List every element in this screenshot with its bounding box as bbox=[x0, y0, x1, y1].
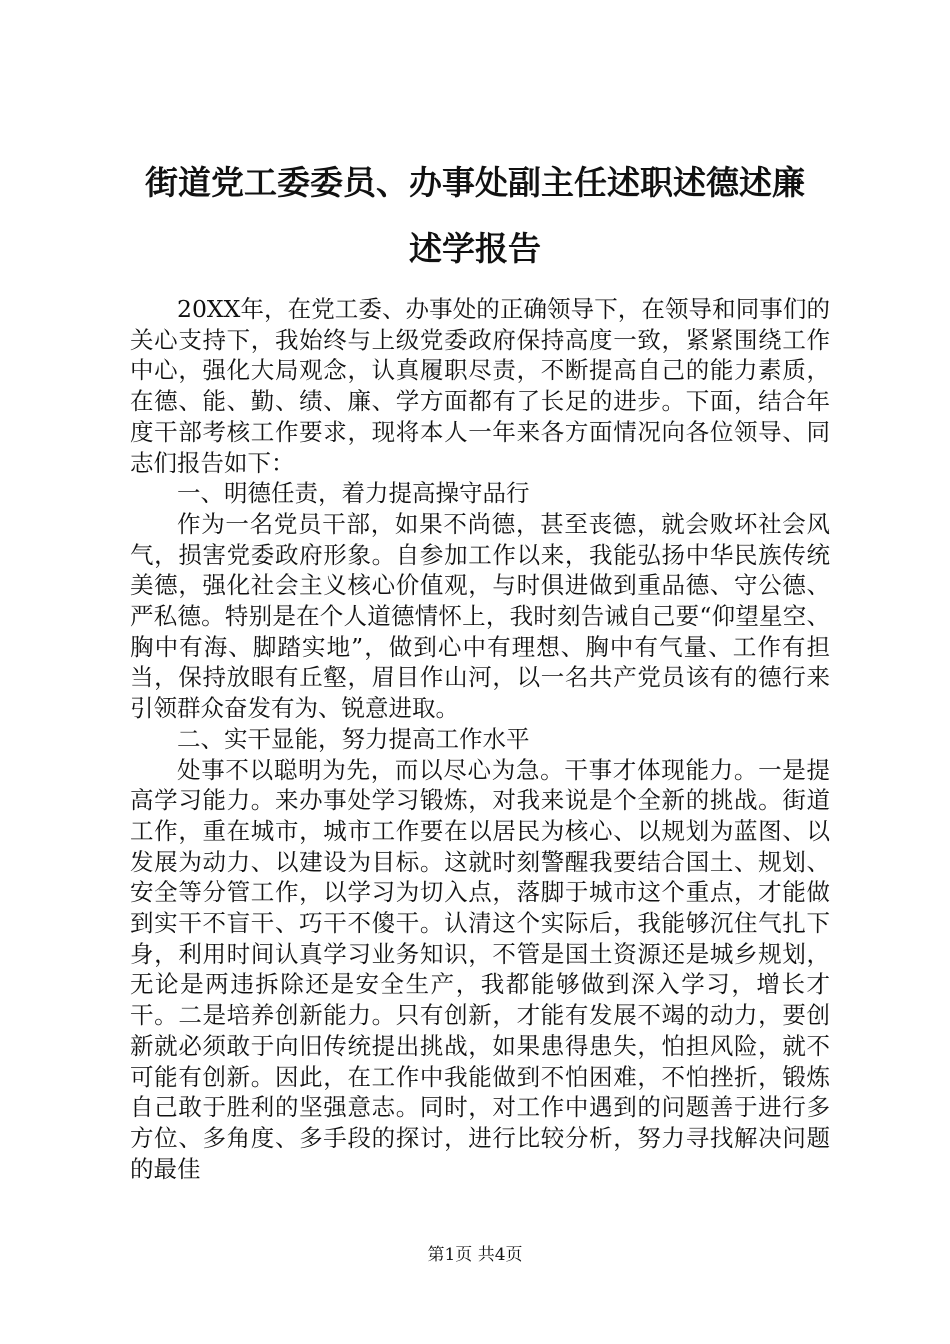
title-line-2: 述学报告 bbox=[409, 229, 541, 268]
section-heading-1: 一、明德任责，着力提高操守品行 bbox=[177, 479, 530, 508]
paragraph-section-1: 作为一名党员干部，如果不尚德，甚至丧德，就会败坏社会风气，损害党委政府形象。自参加工作以来，我能弘扬中华民族传统美德，强化社会主义核心价值观，与时俱进做到重品德、守公德、严私德。特别是在个人道德情怀上，我时刻告诫自己要“仰望星空、胸中有海、脚踏实地”，做到心中有理想、胸中有气量、工作有担当，保持放眼有丘壑，眉目作山河，以一名共产党员该有的德行来引领群众奋发有为、锐意进取。 bbox=[130, 509, 830, 723]
title-line-1: 街道党工委委员、办事处副主任述职述德述廉 bbox=[145, 163, 805, 202]
paragraph-intro: 20XX年，在党工委、办事处的正确领导下，在领导和同事们的关心支持下，我始终与上级党委政府保持高度一致，紧紧围绕工作中心，强化大局观念，认真履职尽责，不断提高自己的能力素质，在德、能、勤、绩、廉、学方面都有了长足的进步。下面，结合年度干部考核工作要求，现将本人一年来各方面情况向各位领导、同志们报告如下： bbox=[130, 295, 830, 477]
document-title bbox=[100, 150, 850, 282]
paragraph-section-2: 处事不以聪明为先，而以尽心为急。干事才体现能力。一是提高学习能力。来办事处学习锻炼，对我来说是个全新的挑战。街道工作，重在城市，城市工作要在以居民为核心、以规划为蓝图、以发展为动力、以建设为目标。这就时刻警醒我要结合国土、规划、安全等分管工作，以学习为切入点，落脚于城市这个重点，才能做到实干不盲干、巧干不傻干。认清这个实际后，我能够沉住气扎下身，利用时间认真学习业务知识，不管是国土资源还是城乡规划，无论是两违拆除还是安全生产，我都能够做到深入学习，增长才干。二是培养创新能力。只有创新，才能有发展不竭的动力，要创新就必须敢于向旧传统提出挑战，如果患得患失，怕担风险，就不可能有创新。因此，在工作中我能做到不怕困难，不怕挫折，锻炼自己敢于胜利的坚强意志。同时，对工作中遇到的问题善于进行多方位、多角度、多手段的探讨，进行比较分析，努力寻找解决问题的最佳 bbox=[130, 755, 830, 1183]
page-footer: 第1页 共4页 bbox=[427, 1245, 523, 1265]
document-body bbox=[130, 294, 830, 1184]
section-heading-2: 二、实干显能，努力提高工作水平 bbox=[177, 724, 530, 753]
